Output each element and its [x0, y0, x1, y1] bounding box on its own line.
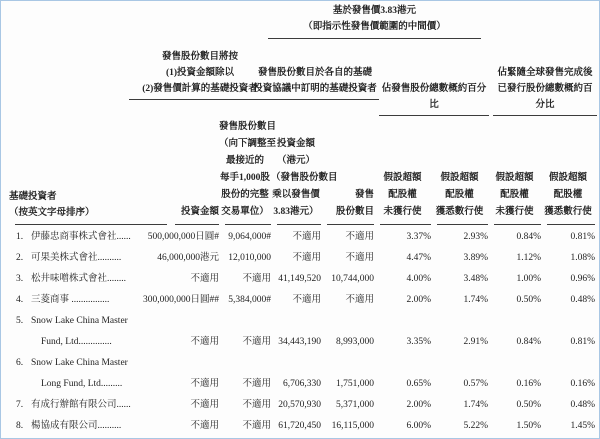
- cell-pct-offer-no-overallotment: [374, 269, 431, 290]
- cell-investment-amount: [169, 332, 219, 353]
- header-rule: [175, 224, 219, 225]
- header-rule: [494, 224, 541, 225]
- offer-price-banner-line2: （即指示性發售價範圍的中間價）: [303, 22, 446, 32]
- investor-name: 楊協成有限公司..........: [31, 421, 122, 431]
- cell-value: 0.50%: [516, 400, 541, 410]
- cell-value: 46,000,000港元: [157, 253, 219, 263]
- table-row: [9, 311, 595, 353]
- cell-value: 0.84%: [516, 337, 541, 347]
- header-rule-row: [9, 224, 595, 225]
- cell-value: 1.50%: [516, 421, 541, 431]
- cell-value: 3.37%: [406, 232, 431, 242]
- cell-value: 0.48%: [570, 295, 595, 305]
- cell-value: 不適用: [292, 253, 321, 263]
- investor-name: 可果美株式會社..........: [31, 253, 122, 263]
- cell-investment-amount: [142, 290, 219, 311]
- cell-pct-issued-full-overallotment: [541, 374, 595, 395]
- cell-value: 1,751,000: [336, 379, 374, 389]
- cell-offer-shares: [321, 269, 374, 290]
- header-rule: [225, 224, 271, 225]
- cell-pct-offer-full-overallotment: [431, 416, 488, 437]
- cell-pct-offer-full-overallotment: [431, 248, 488, 269]
- table-row: [9, 248, 595, 269]
- group-header-calculated-investors: 發售股份數目將按 (1)投資金額除以 (2)發售價計算的基礎投資者: [129, 49, 271, 100]
- cell-value: 3.35%: [406, 337, 431, 347]
- cell-investment-amount-hkd: [271, 416, 321, 437]
- row-number: 5.: [16, 316, 24, 326]
- header-rule: [437, 224, 488, 225]
- cell-value: 不適用: [345, 295, 374, 305]
- column-header-overallotment-not-exercised-1: 假設超額 配股權 未獲行使: [383, 173, 422, 217]
- table-row: [9, 269, 595, 290]
- cell-investment-amount-hkd: [271, 395, 321, 416]
- investor-name-cell: [9, 416, 169, 437]
- cell-value: 2.00%: [406, 295, 431, 305]
- cell-investment-amount-hkd: [271, 269, 321, 290]
- cell-investment-amount: [169, 395, 219, 416]
- cell-value: 0.81%: [570, 337, 595, 347]
- cell-pct-issued-no-overallotment: [488, 248, 541, 269]
- cell-pct-issued-no-overallotment: [488, 332, 541, 353]
- cell-investment-amount-hkd: [271, 332, 321, 353]
- column-header-overallotment-full-2: 假設超額 配股權 獲悉數行使: [544, 173, 592, 217]
- row-number: 6.: [16, 358, 24, 368]
- cell-pct-issued-full-overallotment: [541, 248, 595, 269]
- cell-value: 1.12%: [516, 253, 541, 263]
- cell-offer-shares-rounded: [219, 416, 271, 437]
- cell-pct-issued-full-overallotment: [541, 416, 595, 437]
- cell-value: 不適用: [345, 232, 374, 242]
- cell-value: 1.74%: [463, 295, 488, 305]
- cell-pct-offer-full-overallotment: [431, 395, 488, 416]
- column-header-investor: 基礎投資者 （按英文字母排序）: [9, 192, 95, 218]
- cell-value: 0.65%: [406, 379, 431, 389]
- cell-pct-issued-full-overallotment: [541, 395, 595, 416]
- investor-name-cell: [9, 353, 169, 395]
- cell-value: 5,371,000: [336, 400, 374, 410]
- cell-value: 2.91%: [463, 337, 488, 347]
- row-number: 8.: [16, 421, 24, 431]
- group-header-pct-of-offer-shares: 佔發售股份總數概約百分比: [379, 81, 489, 116]
- cell-value: 20,570,930: [278, 400, 321, 410]
- cell-value: 不適用: [242, 421, 271, 431]
- cell-value: 1.74%: [463, 400, 488, 410]
- cell-offer-shares-rounded: [219, 395, 271, 416]
- cell-pct-offer-full-overallotment: [431, 269, 488, 290]
- cell-value: 500,000,000日圓#: [147, 232, 219, 242]
- header-rule: [277, 224, 321, 225]
- cell-value: 不適用: [292, 232, 321, 242]
- cell-value: 9,064,000#: [228, 232, 271, 242]
- cell-value: 2.93%: [463, 232, 488, 242]
- cell-investment-amount: [169, 374, 219, 395]
- cell-pct-issued-no-overallotment: [488, 290, 541, 311]
- table-header: [1, 1, 599, 227]
- cell-pct-offer-full-overallotment: [431, 290, 488, 311]
- cell-pct-offer-no-overallotment: [374, 416, 431, 437]
- cell-investment-amount: [169, 269, 219, 290]
- cell-value: 34,443,190: [278, 337, 321, 347]
- cell-pct-issued-no-overallotment: [488, 374, 541, 395]
- cell-pct-offer-no-overallotment: [374, 290, 431, 311]
- column-header-overallotment-not-exercised-2: 假設超額 配股權 未獲行使: [495, 173, 534, 217]
- cell-value: 0.16%: [516, 379, 541, 389]
- cell-value: 41,149,520: [278, 274, 321, 284]
- column-header-investment-amount-hkd: 投資金額 （港元） （發售股份數目 乘以發售價 3.83港元）: [271, 139, 338, 217]
- investor-name: Snow Lake China Master Long Fund, Ltd.........: [31, 358, 128, 389]
- cell-value: 6.00%: [406, 421, 431, 431]
- cell-value: 0.16%: [570, 379, 595, 389]
- group-header-pct-of-issued-shares: 佔緊隨全球發售完成後 已發行股份總數概約百分比: [493, 65, 597, 116]
- cell-value: 0.84%: [516, 232, 541, 242]
- table-row: [9, 395, 595, 416]
- cell-value: 2.00%: [406, 400, 431, 410]
- table-row: [9, 353, 595, 395]
- cell-offer-shares-rounded: [219, 227, 271, 248]
- cell-offer-shares-rounded: [219, 332, 271, 353]
- cell-value: 1.00%: [516, 274, 541, 284]
- cell-value: 不適用: [242, 400, 271, 410]
- header-rule: [547, 224, 595, 225]
- cell-value: 300,000,000日圓##: [142, 295, 219, 305]
- investor-name: 三菱商事 ................: [31, 295, 110, 305]
- cell-investment-amount: [169, 416, 219, 437]
- cell-value: 1.08%: [570, 253, 595, 263]
- investor-name-cell: [9, 311, 169, 353]
- column-header-overallotment-full-1: 假設超額 配股權 獲悉數行使: [435, 173, 484, 217]
- cell-value: 3.48%: [463, 274, 488, 284]
- cell-offer-shares-rounded: [219, 269, 271, 290]
- cell-pct-issued-no-overallotment: [488, 395, 541, 416]
- column-header-investment-amount: 投資金額: [180, 207, 219, 217]
- cell-value: 0.48%: [570, 400, 595, 410]
- investor-name: 松井味噌株式會社........: [31, 274, 127, 284]
- cell-offer-shares: [321, 248, 374, 269]
- cell-value: 4.00%: [406, 274, 431, 284]
- cell-value: 4.47%: [406, 253, 431, 263]
- cell-offer-shares: [321, 290, 374, 311]
- cell-investment-amount-hkd: [271, 227, 321, 248]
- column-header-offer-shares: 發售 股份數目: [335, 190, 374, 217]
- cell-value: 不適用: [190, 421, 219, 431]
- cell-investment-amount-hkd: [271, 290, 321, 311]
- cell-value: 不適用: [190, 379, 219, 389]
- cell-offer-shares-rounded: [219, 374, 271, 395]
- cell-offer-shares: [321, 416, 374, 437]
- cell-pct-offer-no-overallotment: [374, 395, 431, 416]
- header-rule: [380, 224, 431, 225]
- cell-pct-issued-full-overallotment: [541, 332, 595, 353]
- cell-investment-amount-hkd: [271, 374, 321, 395]
- cell-value: 不適用: [292, 295, 321, 305]
- cell-investment-amount: [157, 248, 219, 269]
- cell-offer-shares: [321, 332, 374, 353]
- table-row: [9, 290, 595, 311]
- cell-investment-amount: [147, 227, 219, 248]
- cell-value: 8,993,000: [336, 337, 374, 347]
- cell-value: 12,010,000: [228, 253, 271, 263]
- investor-name-cell: [9, 269, 169, 290]
- cell-pct-offer-full-overallotment: [431, 227, 488, 248]
- cell-value: 不適用: [190, 274, 219, 284]
- cell-offer-shares-rounded: [219, 248, 271, 269]
- header-rule: [15, 224, 167, 225]
- cell-pct-issued-full-overallotment: [541, 290, 595, 311]
- cell-value: 不適用: [242, 379, 271, 389]
- offer-price-banner-line1: 基於發售價3.83港元: [332, 6, 417, 16]
- table-body: [9, 227, 595, 437]
- cell-pct-offer-no-overallotment: [374, 332, 431, 353]
- cell-value: 6,706,330: [283, 379, 321, 389]
- cell-pct-offer-no-overallotment: [374, 227, 431, 248]
- table-row: [9, 227, 595, 248]
- cell-value: 不適用: [190, 337, 219, 347]
- cell-value: 不適用: [242, 337, 271, 347]
- cell-offer-shares: [321, 227, 374, 248]
- cell-value: 5,384,000#: [228, 295, 271, 305]
- cell-value: 5.22%: [463, 421, 488, 431]
- cell-pct-issued-no-overallotment: [488, 269, 541, 290]
- cell-value: 3.89%: [463, 253, 488, 263]
- row-number: 3.: [16, 274, 24, 284]
- cell-offer-shares: [321, 395, 374, 416]
- column-header-offer-shares-rounded: 發售股份數目 （向下調整至 最接近的 每手1,000股 股份的完整 交易單位）: [219, 122, 277, 217]
- cell-value: 0.81%: [570, 232, 595, 242]
- group-header-specified-investors: 發售股份數目於各自的基礎 投資協議中訂明的基礎投資者: [251, 65, 379, 100]
- cell-pct-offer-no-overallotment: [374, 374, 431, 395]
- row-number: 7.: [16, 400, 24, 410]
- cell-offer-shares: [321, 374, 374, 395]
- cell-value: 不適用: [242, 274, 271, 284]
- cell-value: 61,720,450: [278, 421, 321, 431]
- cell-value: 0.96%: [570, 274, 595, 284]
- row-number: 2.: [16, 253, 24, 263]
- cell-pct-issued-full-overallotment: [541, 269, 595, 290]
- cell-value: 10,744,000: [331, 274, 374, 284]
- cell-pct-offer-full-overallotment: [431, 374, 488, 395]
- cell-value: 1.45%: [570, 421, 595, 431]
- header-rule: [327, 224, 374, 225]
- cell-pct-issued-no-overallotment: [488, 416, 541, 437]
- investor-name-cell: [9, 227, 169, 248]
- investor-name: 伊藤忠商事株式會社......: [31, 232, 131, 242]
- cell-investment-amount-hkd: [271, 248, 321, 269]
- investor-name-cell: [9, 248, 169, 269]
- cell-value: 不適用: [345, 253, 374, 263]
- column-headers-row: [9, 119, 595, 221]
- offer-price-banner: [268, 3, 481, 39]
- cell-pct-offer-full-overallotment: [431, 332, 488, 353]
- cell-pct-issued-full-overallotment: [541, 227, 595, 248]
- cell-offer-shares-rounded: [219, 290, 271, 311]
- row-number: 1.: [16, 232, 24, 242]
- investor-name-cell: [9, 395, 169, 416]
- cell-value: 不適用: [190, 400, 219, 410]
- investor-name: Snow Lake China Master Fund, Ltd..............: [31, 316, 128, 347]
- cell-value: 0.50%: [516, 295, 541, 305]
- cell-value: 16,115,000: [331, 421, 374, 431]
- cell-pct-offer-no-overallotment: [374, 248, 431, 269]
- cell-pct-issued-no-overallotment: [488, 227, 541, 248]
- table-row: [9, 416, 595, 437]
- row-number: 4.: [16, 295, 24, 305]
- investor-name: 有成行辦館有限公司......: [31, 400, 131, 410]
- cell-value: 0.57%: [463, 379, 488, 389]
